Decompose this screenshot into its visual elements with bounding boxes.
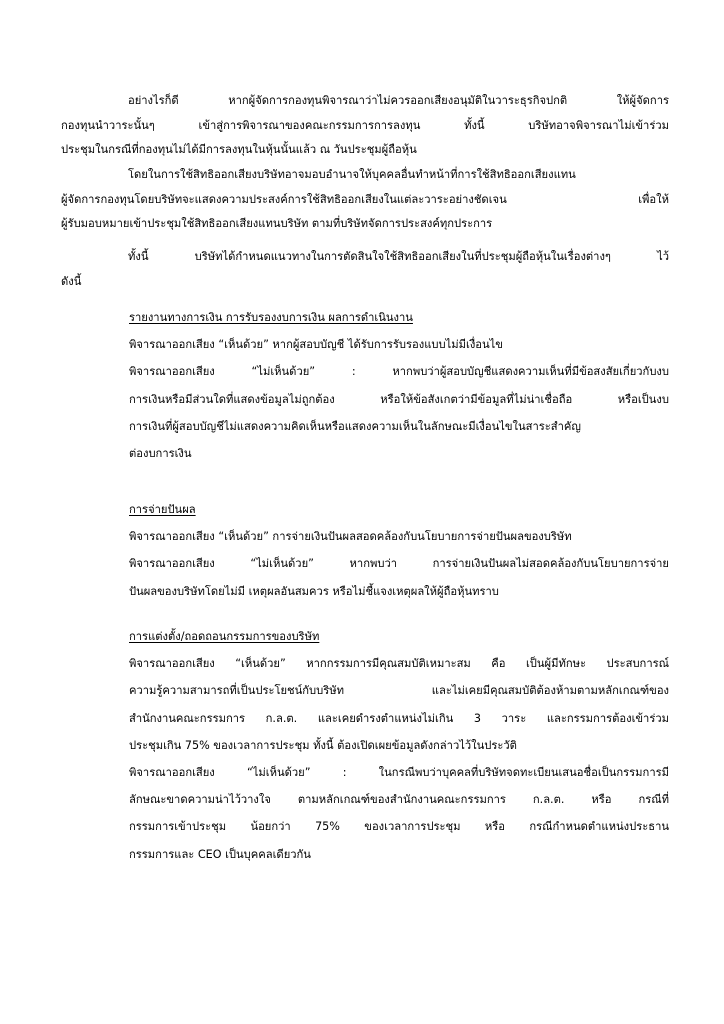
intro-paragraph-3 — [61, 245, 669, 294]
text-line: พิจารณาออกเสียง “เห็นด้วย” หากกรรมการมีคุณสมบัติเหมาะสม คือ เป็นผู้มีทักษะ ประสบการณ์ — [129, 657, 669, 671]
section-heading: การจ่ายปันผล — [129, 503, 196, 516]
text-line: อย่างไรก็ดี หากผู้จัดการกองทุนพิจารณาว่าไม่ควรออกเสียงอนุมัติในวาระธุรกิจปกติ ให้ผู้จัดการ — [128, 94, 669, 107]
text-line: ผู้จัดการกองทุนโดยบริษัทจะแสดงความประสงค์การใช้สิทธิออกเสียงในแต่ละวาระอย่างชัดเจน เพื่อให้ — [61, 192, 669, 206]
text-line: ความรู้ความสามารถที่เป็นประโยชน์กับบริษัท และไม่เคยมีคุณสมบัติต้องห้ามตามหลักเกณฑ์ของ — [129, 684, 669, 698]
intro-paragraph-2 — [61, 163, 669, 237]
text-line: พิจารณาออกเสียง “ไม่เห็นด้วย” หากพบว่า การจ่ายเงินปันผลไม่สอดคล้องกับนโยบายการจ่าย — [129, 557, 669, 571]
text-line: พิจารณาออกเสียง “เห็นด้วย” หากผู้สอบบัญชี ได้รับการรับรองแบบไม่มีเงื่อนไข — [129, 338, 503, 352]
text-line: ดังนี้ — [61, 274, 82, 288]
text-line: กรรมการเข้าประชุม น้อยกว่า 75% ของเวลาการประชุม หรือ กรณีกำหนดตำแหน่งประธาน — [129, 820, 669, 834]
text-line: กองทุนนำวาระนั้นๆ เข้าสู่การพิจารณาของคณะกรรมการการลงทุน ทั้งนี้ บริษัทอาจพิจารณาไม่เข้าร่วม — [61, 118, 669, 132]
text-line: ปันผลของบริษัทโดยไม่มี เหตุผลอันสมควร หรือไม่ชี้แจงเหตุผลให้ผู้ถือหุ้นทราบ — [129, 584, 499, 598]
text-line: สำนักงานคณะกรรมการ ก.ล.ต. และเคยดำรงตำแหน่งไม่เกิน 3 วาระ และกรรมการต้องเข้าร่วม — [129, 711, 669, 725]
disapprove-paragraph — [129, 759, 669, 868]
disapprove-paragraph — [129, 550, 669, 604]
text-line: พิจารณาออกเสียง “ไม่เห็นด้วย” : ในกรณีพบว่าบุคคลที่บริษัทจดทะเบียนเสนอชื่อเป็นกรรมการมี — [129, 766, 669, 780]
text-line: โดยในการใช้สิทธิออกเสียงบริษัทอาจมอบอำนาจให้บุคคลอื่นทำหน้าที่การใช้สิทธิออกเสียงแทน — [128, 168, 576, 181]
text-line: พิจารณาออกเสียง “เห็นด้วย” การจ่ายเงินปันผลสอดคล้องกับนโยบายการจ่ายปันผลของบริษัท — [129, 530, 572, 544]
section-heading: การแต่งตั้ง/ถอดถอนกรรมการของบริษัท — [129, 630, 320, 643]
approve-paragraph — [129, 650, 669, 759]
section-financial-reports — [129, 304, 669, 467]
text-line: ประชุมในกรณีที่กองทุนไม่ได้มีการลงทุนในหุ้นนั้นแล้ว ณ วันประชุมผู้ถือหุ้น — [61, 143, 417, 157]
text-line: ต่องบการเงิน — [129, 447, 192, 461]
text-line: ทั้งนี้ บริษัทได้กำหนดแนวทางในการตัดสินใจใช้สิทธิออกเสียงในที่ประชุมผู้ถือหุ้นในเรื่องต่างๆ ไว้ — [128, 250, 669, 263]
disapprove-paragraph — [129, 358, 669, 467]
section-director-appointment — [129, 623, 669, 868]
section-dividend-payment — [129, 496, 669, 605]
text-line: ประชุมเกิน 75% ของเวลาการประชุม ทั้งนี้ ต้องเปิดเผยข้อมูลดังกล่าวไว้ในประวัติ — [129, 738, 517, 752]
approve-paragraph — [129, 331, 669, 358]
section-heading: รายงานทางการเงิน การรับรองงบการเงิน ผลการดำเนินงาน — [129, 311, 413, 324]
text-line: ผู้รับมอบหมายเข้าประชุมใช้สิทธิออกเสียงแทนบริษัท ตามที่บริษัทจัดการประสงค์ทุกประการ — [61, 217, 493, 231]
text-line: พิจารณาออกเสียง “ไม่เห็นด้วย” : หากพบว่าผู้สอบบัญชีแสดงความเห็นที่มีข้อสงสัยเกี่ยวกับงบ — [129, 365, 669, 379]
text-line: การเงินหรือมีส่วนใดที่แสดงข้อมูลไม่ถูกต้อง หรือให้ข้อสังเกตว่ามีข้อมูลที่ไม่น่าเชื่อถือ หรือเป็นงบ — [129, 392, 669, 406]
intro-paragraph-1 — [61, 89, 669, 163]
approve-paragraph — [129, 523, 669, 550]
text-line: ลักษณะขาดความน่าไว้วางใจ ตามหลักเกณฑ์ของสำนักงานคณะกรรมการ ก.ล.ต. หรือ กรณีที่ — [129, 793, 669, 807]
text-line: กรรมการและ CEO เป็นบุคคลเดียวกัน — [129, 847, 311, 861]
text-line: การเงินที่ผู้สอบบัญชีไม่แสดงความคิดเห็นหรือแสดงความเห็นในลักษณะมีเงื่อนไขในสาระสำคัญ — [129, 419, 581, 433]
